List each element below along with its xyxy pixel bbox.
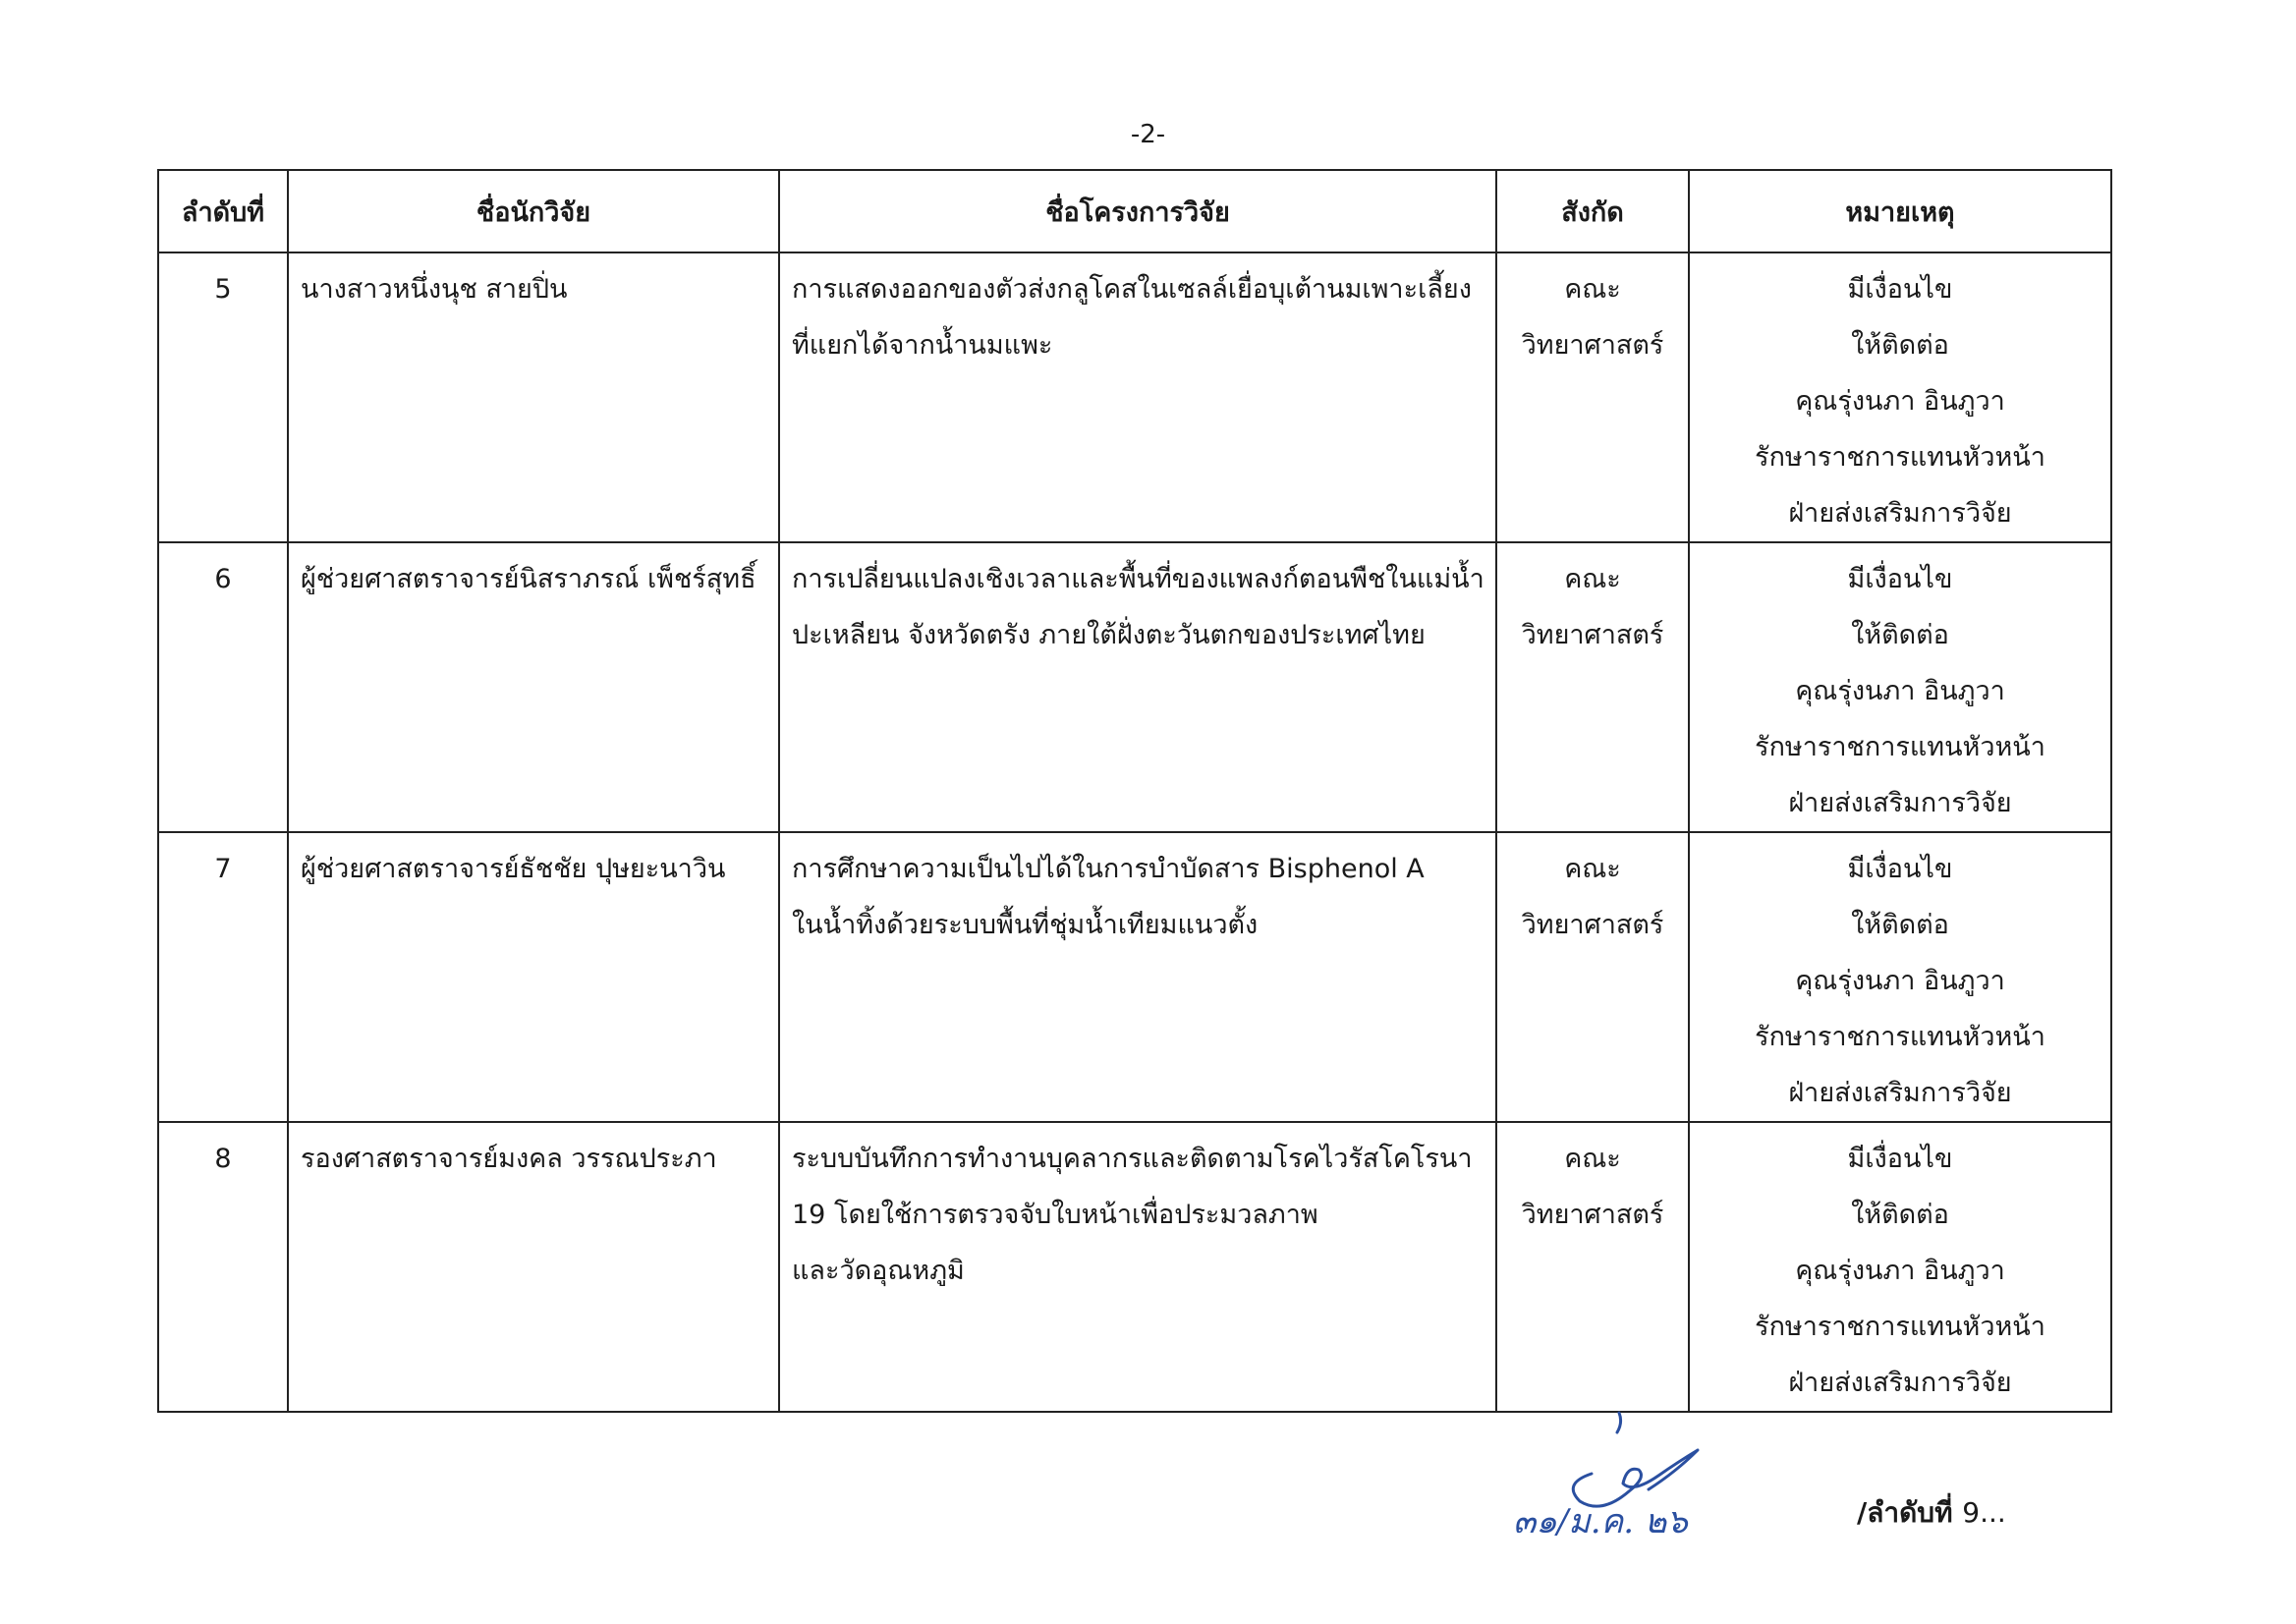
project-title-line: 19 โดยใช้การตรวจจับใบหน้าเพื่อประมวลภาพ bbox=[792, 1200, 1318, 1230]
remark-line: ฝ่ายส่งเสริมการวิจัย bbox=[1788, 1078, 2012, 1108]
next-page-label: /ลำดับที่ bbox=[1857, 1496, 1953, 1529]
remark-line: มีเงื่อนไข bbox=[1847, 274, 1953, 305]
project-title-line: และวัดอุณหภูมิ bbox=[792, 1256, 965, 1286]
project-title-line: ที่แยกได้จากน้ำนมแพะ bbox=[792, 330, 1053, 361]
remark-line: มีเงื่อนไข bbox=[1847, 564, 1953, 594]
order-cell bbox=[158, 252, 288, 542]
researcher-cell bbox=[288, 832, 779, 1122]
department-line: วิทยาศาสตร์ bbox=[1521, 1200, 1664, 1230]
research-table bbox=[157, 169, 2112, 1413]
table-row bbox=[158, 1122, 2111, 1412]
order-cell bbox=[158, 1122, 288, 1412]
header-remark: หมายเหตุ bbox=[1689, 170, 2111, 252]
remark-line: มีเงื่อนไข bbox=[1847, 1144, 1953, 1174]
header-order: ลำดับที่ bbox=[158, 170, 288, 252]
table-row bbox=[158, 832, 2111, 1122]
researcher-name: รองศาสตราจารย์มงคล วรรณประภา bbox=[301, 1144, 717, 1174]
table-header-row bbox=[158, 170, 2111, 252]
signature bbox=[1513, 1405, 1768, 1552]
researcher-name: ผู้ช่วยศาสตราจารย์นิสราภรณ์ เพ็ชร์สุทธิ์ bbox=[301, 564, 756, 594]
remark-line: คุณรุ่งนภา อินภูวา bbox=[1795, 676, 2005, 706]
department-line: วิทยาศาสตร์ bbox=[1521, 620, 1664, 650]
order-cell bbox=[158, 832, 288, 1122]
project-cell bbox=[779, 252, 1496, 542]
remark-line: ให้ติดต่อ bbox=[1851, 620, 1949, 650]
project-cell bbox=[779, 832, 1496, 1122]
remark-line: ให้ติดต่อ bbox=[1851, 330, 1949, 361]
order-number: 7 bbox=[214, 854, 232, 884]
department-cell bbox=[1496, 832, 1689, 1122]
department-cell bbox=[1496, 542, 1689, 832]
researcher-name: นางสาวหนึ่งนุช สายปิ่น bbox=[301, 274, 568, 305]
researcher-name: ผู้ช่วยศาสตราจารย์ธัชชัย ปุษยะนาวิน bbox=[301, 854, 726, 884]
remark-cell bbox=[1689, 1122, 2111, 1412]
researcher-cell bbox=[288, 542, 779, 832]
department-line: วิทยาศาสตร์ bbox=[1521, 330, 1664, 361]
page-number: -2- bbox=[1130, 120, 1166, 149]
project-cell bbox=[779, 1122, 1496, 1412]
next-page-reference bbox=[1857, 1491, 2006, 1535]
project-cell bbox=[779, 542, 1496, 832]
remark-cell bbox=[1689, 252, 2111, 542]
remark-line: คุณรุ่งนภา อินภูวา bbox=[1795, 1256, 2005, 1286]
remark-line: คุณรุ่งนภา อินภูวา bbox=[1795, 386, 2005, 417]
header-department: สังกัด bbox=[1496, 170, 1689, 252]
project-title-line: ระบบบันทึกการทำงานบุคลากรและติดตามโรคไวรัสโคโรนา bbox=[792, 1144, 1473, 1174]
table-row bbox=[158, 252, 2111, 542]
order-number: 5 bbox=[214, 274, 232, 305]
remark-line: รักษาราชการแทนหัวหน้า bbox=[1755, 442, 2045, 473]
signature-stroke bbox=[1617, 1413, 1621, 1432]
order-number: 6 bbox=[214, 564, 232, 594]
department-line: คณะ bbox=[1564, 854, 1621, 884]
department-cell bbox=[1496, 252, 1689, 542]
table-row bbox=[158, 542, 2111, 832]
remark-line: รักษาราชการแทนหัวหน้า bbox=[1755, 732, 2045, 762]
department-line: วิทยาศาสตร์ bbox=[1521, 910, 1664, 940]
project-title-line: การเปลี่ยนแปลงเชิงเวลาและพื้นที่ของแพลงก์ตอนพืชในแม่น้ำ bbox=[792, 564, 1484, 594]
department-cell bbox=[1496, 1122, 1689, 1412]
order-cell bbox=[158, 542, 288, 832]
project-title-line: การศึกษาความเป็นไปได้ในการบำบัดสาร Bisphenol A bbox=[792, 854, 1425, 884]
remark-line: มีเงื่อนไข bbox=[1847, 854, 1953, 884]
researcher-cell bbox=[288, 252, 779, 542]
remark-line: ให้ติดต่อ bbox=[1851, 910, 1949, 940]
remark-line: รักษาราชการแทนหัวหน้า bbox=[1755, 1022, 2045, 1052]
researcher-cell bbox=[288, 1122, 779, 1412]
remark-line: คุณรุ่งนภา อินภูวา bbox=[1795, 966, 2005, 996]
next-page-number: 9... bbox=[1962, 1496, 2006, 1529]
department-line: คณะ bbox=[1564, 1144, 1621, 1174]
signature-stroke bbox=[1573, 1450, 1698, 1506]
remark-cell bbox=[1689, 832, 2111, 1122]
remark-line: ฝ่ายส่งเสริมการวิจัย bbox=[1788, 498, 2012, 529]
project-title-line: ปะเหลียน จังหวัดตรัง ภายใต้ฝั่งตะวันตกของประเทศไทย bbox=[792, 620, 1426, 650]
project-title-line: ในน้ำทิ้งด้วยระบบพื้นที่ชุ่มน้ำเทียมแนวตั้ง bbox=[792, 910, 1259, 940]
remark-line: ให้ติดต่อ bbox=[1851, 1200, 1949, 1230]
department-line: คณะ bbox=[1564, 274, 1621, 305]
signature-date: ๓๑/ม.ค. ๒๖ bbox=[1513, 1502, 1688, 1541]
remark-line: ฝ่ายส่งเสริมการวิจัย bbox=[1788, 788, 2012, 818]
header-researcher: ชื่อนักวิจัย bbox=[288, 170, 779, 252]
remark-line: รักษาราชการแทนหัวหน้า bbox=[1755, 1312, 2045, 1342]
department-line: คณะ bbox=[1564, 564, 1621, 594]
header-project: ชื่อโครงการวิจัย bbox=[779, 170, 1496, 252]
project-title-line: การแสดงออกของตัวส่งกลูโคสในเซลล์เยื่อบุเต้านมเพาะเลี้ยง bbox=[792, 274, 1472, 305]
remark-line: ฝ่ายส่งเสริมการวิจัย bbox=[1788, 1368, 2012, 1398]
order-number: 8 bbox=[214, 1144, 232, 1174]
remark-cell bbox=[1689, 542, 2111, 832]
